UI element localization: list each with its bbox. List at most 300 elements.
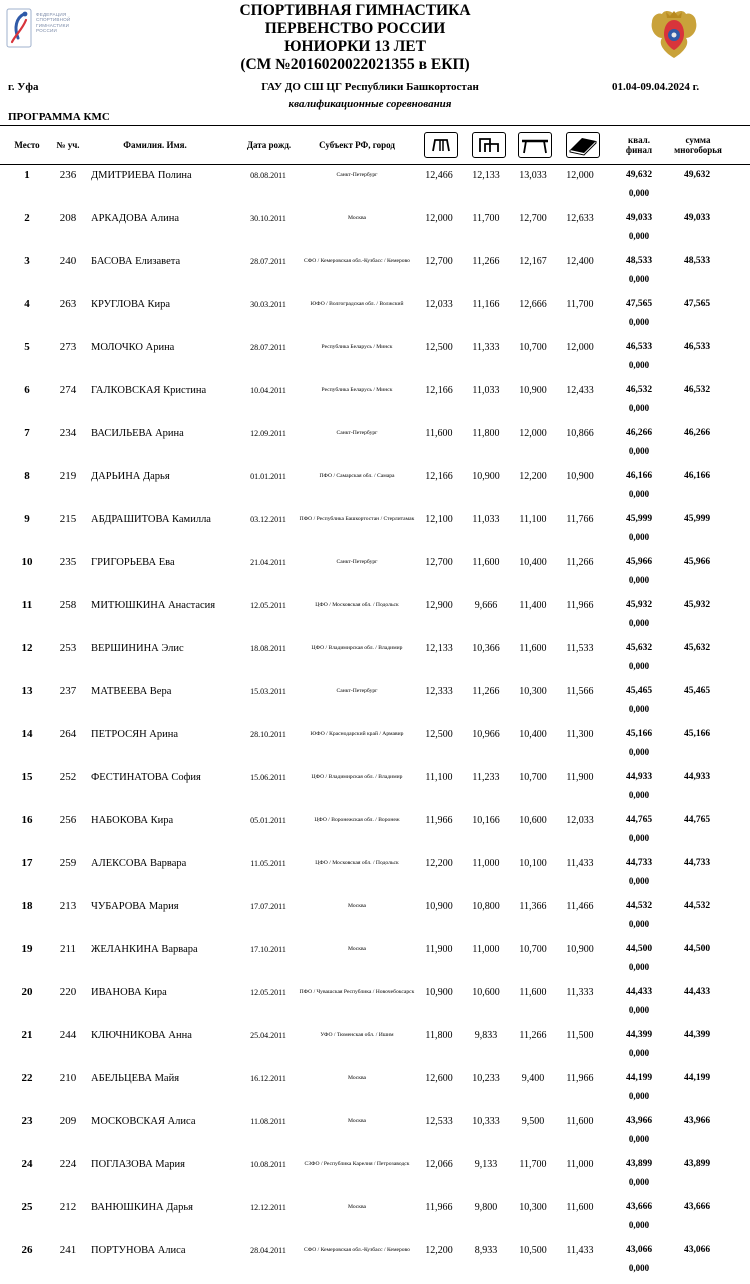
score-uneven-bars: 10,800 xyxy=(472,900,500,912)
competition-type: квалификационные соревнования xyxy=(288,98,452,110)
score-uneven-bars: 10,233 xyxy=(472,1072,500,1084)
final-score-cell: 46,533 xyxy=(625,342,653,352)
extra-score-cell: 0,000 xyxy=(628,1048,650,1058)
score-floor: 11,433 xyxy=(566,1244,594,1256)
athlete-number-cell: 215 xyxy=(59,513,77,525)
birth-date-cell: 15.03.2011 xyxy=(250,686,286,696)
athlete-number-cell: 209 xyxy=(59,1115,77,1127)
birth-date-cell: 25.04.2011 xyxy=(250,1030,286,1040)
score-floor: 11,333 xyxy=(566,986,594,998)
final-score-cell: 44,933 xyxy=(625,772,653,782)
score-floor: 11,433 xyxy=(566,857,594,869)
birth-date-cell: 10.04.2011 xyxy=(250,385,286,395)
place-cell: 18 xyxy=(21,900,33,912)
balance-beam-icon xyxy=(518,132,552,158)
final-score-cell: 45,632 xyxy=(625,643,653,653)
score-uneven-bars: 10,966 xyxy=(472,728,500,740)
col-final: квал. финал xyxy=(625,134,653,155)
athlete-name-cell: ДМИТРИЕВА Полина xyxy=(91,169,192,181)
final-score-cell: 44,765 xyxy=(625,815,653,825)
table-row xyxy=(0,1111,750,1154)
final-score-cell: 43,066 xyxy=(625,1245,653,1255)
athlete-number-cell: 274 xyxy=(59,384,77,396)
score-floor: 11,500 xyxy=(566,1029,594,1041)
athlete-name-cell: ЖЕЛАНКИНА Варвара xyxy=(91,943,198,955)
score-vault: 12,700 xyxy=(425,556,453,568)
score-floor: 11,966 xyxy=(566,1072,594,1084)
score-uneven-bars: 11,000 xyxy=(472,943,500,955)
score-balance-beam: 11,400 xyxy=(519,599,547,611)
athlete-name-cell: БАСОВА Елизавета xyxy=(91,255,181,267)
region-cell: ЮФО / Краснодарский край / Армавир xyxy=(310,731,404,737)
score-uneven-bars: 11,233 xyxy=(472,771,500,783)
score-uneven-bars: 11,266 xyxy=(472,255,500,267)
score-vault: 12,466 xyxy=(425,169,453,181)
birth-date-cell: 11.08.2011 xyxy=(250,1116,286,1126)
athlete-number-cell: 210 xyxy=(59,1072,77,1084)
score-balance-beam: 10,900 xyxy=(519,384,547,396)
all-around-total-cell: 49,033 xyxy=(683,213,711,223)
score-floor: 11,900 xyxy=(566,771,594,783)
athlete-name-cell: МОЛОЧКО Арина xyxy=(91,341,175,353)
table-row xyxy=(0,1240,750,1283)
place-cell: 17 xyxy=(21,857,33,869)
table-row xyxy=(0,1197,750,1240)
score-uneven-bars: 10,600 xyxy=(472,986,500,998)
extra-score-cell: 0,000 xyxy=(628,1091,650,1101)
score-floor: 11,000 xyxy=(566,1158,594,1170)
score-balance-beam: 11,100 xyxy=(519,513,547,525)
score-balance-beam: 11,266 xyxy=(519,1029,547,1041)
score-floor: 12,033 xyxy=(566,814,594,826)
score-uneven-bars: 10,900 xyxy=(472,470,500,482)
region-cell: Республика Беларусь / Минск xyxy=(321,344,393,350)
uneven-bars-icon xyxy=(472,132,506,158)
place-cell: 2 xyxy=(24,212,30,224)
region-cell: ЦФО / Московская обл. / Подольск xyxy=(315,602,399,608)
extra-score-cell: 0,000 xyxy=(628,919,650,929)
score-floor: 11,600 xyxy=(566,1201,594,1213)
score-floor: 10,900 xyxy=(566,943,594,955)
score-vault: 12,200 xyxy=(425,1244,453,1256)
final-score-cell: 46,532 xyxy=(625,385,653,395)
table-row xyxy=(0,165,750,208)
all-around-total-cell: 44,399 xyxy=(683,1030,711,1040)
birth-date-cell: 03.12.2011 xyxy=(250,514,286,524)
score-balance-beam: 11,600 xyxy=(519,986,547,998)
athlete-number-cell: 273 xyxy=(59,341,77,353)
final-score-cell: 48,533 xyxy=(625,256,653,266)
place-cell: 16 xyxy=(21,814,33,826)
score-vault: 12,533 xyxy=(425,1115,453,1127)
table-row xyxy=(0,681,750,724)
table-row xyxy=(0,595,750,638)
final-score-cell: 46,166 xyxy=(625,471,653,481)
place-cell: 11 xyxy=(21,599,33,611)
athlete-number-cell: 235 xyxy=(59,556,77,568)
table-row xyxy=(0,337,750,380)
birth-date-cell: 12.12.2011 xyxy=(250,1202,286,1212)
championship-title: ПЕРВЕНСТВО РОССИИ xyxy=(264,20,446,37)
region-cell: Москва xyxy=(347,903,367,909)
score-uneven-bars: 11,000 xyxy=(472,857,500,869)
all-around-total-cell: 44,199 xyxy=(683,1073,711,1083)
final-score-cell: 44,532 xyxy=(625,901,653,911)
all-around-total-cell: 45,966 xyxy=(683,557,711,567)
score-vault: 12,600 xyxy=(425,1072,453,1084)
birth-date-cell: 21.04.2011 xyxy=(250,557,286,567)
score-uneven-bars: 10,333 xyxy=(472,1115,500,1127)
col-place: Место xyxy=(14,139,40,150)
athlete-number-cell: 219 xyxy=(59,470,77,482)
place-cell: 9 xyxy=(24,513,30,525)
final-score-cell: 49,632 xyxy=(625,170,653,180)
all-around-total-cell: 49,632 xyxy=(683,170,711,180)
score-balance-beam: 13,033 xyxy=(519,169,547,181)
all-around-total-cell: 43,899 xyxy=(683,1159,711,1169)
table-row xyxy=(0,767,750,810)
score-vault: 12,166 xyxy=(425,384,453,396)
score-floor: 11,566 xyxy=(566,685,594,697)
score-uneven-bars: 8,933 xyxy=(474,1244,498,1256)
all-around-total-cell: 43,066 xyxy=(683,1245,711,1255)
extra-score-cell: 0,000 xyxy=(628,1134,650,1144)
region-cell: Москва xyxy=(347,946,367,952)
score-floor: 10,900 xyxy=(566,470,594,482)
score-vault: 11,600 xyxy=(425,427,453,439)
score-balance-beam: 11,366 xyxy=(519,900,547,912)
region-cell: ЦФО / Московская обл. / Подольск xyxy=(315,860,399,866)
federation-logo-text: ФЕДЕРАЦИЯ СПОРТИВНОЙ ГИМНАСТИКИ РОССИИ xyxy=(36,12,71,34)
score-vault: 12,033 xyxy=(425,298,453,310)
place-cell: 3 xyxy=(24,255,30,267)
score-vault: 12,700 xyxy=(425,255,453,267)
athlete-number-cell: 244 xyxy=(59,1029,77,1041)
region-cell: Санкт-Петербург xyxy=(336,688,378,694)
extra-score-cell: 0,000 xyxy=(628,446,650,456)
birth-date-cell: 12.05.2011 xyxy=(250,600,286,610)
birth-date-cell: 17.07.2011 xyxy=(250,901,286,911)
score-floor: 12,000 xyxy=(566,169,594,181)
score-vault: 12,333 xyxy=(425,685,453,697)
athlete-number-cell: 252 xyxy=(59,771,77,783)
place-cell: 14 xyxy=(21,728,33,740)
athlete-name-cell: АБЕЛЬЦЕВА Майя xyxy=(91,1072,180,1084)
score-uneven-bars: 11,333 xyxy=(472,341,500,353)
all-around-total-cell: 44,433 xyxy=(683,987,711,997)
athlete-number-cell: 253 xyxy=(59,642,77,654)
score-balance-beam: 9,400 xyxy=(521,1072,545,1084)
table-row xyxy=(0,638,750,681)
region-cell: СФО / Кемеровская обл.-Кузбасс / Кемерово xyxy=(304,258,410,264)
ekp-number: (СМ №2016020022021355 в ЕКП) xyxy=(240,56,470,73)
birth-date-cell: 28.04.2011 xyxy=(250,1245,286,1255)
all-around-total-cell: 44,532 xyxy=(683,901,711,911)
athlete-number-cell: 258 xyxy=(59,599,77,611)
birth-date-cell: 30.10.2011 xyxy=(250,213,286,223)
athlete-name-cell: ВЕРШИНИНА Элис xyxy=(91,642,184,654)
athlete-name-cell: ГАЛКОВСКАЯ Кристина xyxy=(91,384,207,396)
score-uneven-bars: 12,133 xyxy=(472,169,500,181)
athlete-number-cell: 237 xyxy=(59,685,77,697)
score-floor: 11,300 xyxy=(566,728,594,740)
all-around-total-cell: 47,565 xyxy=(683,299,711,309)
extra-score-cell: 0,000 xyxy=(628,188,650,198)
score-uneven-bars: 9,666 xyxy=(474,599,498,611)
athlete-name-cell: ВАНЮШКИНА Дарья xyxy=(91,1201,193,1213)
table-row xyxy=(0,896,750,939)
table-row xyxy=(0,1025,750,1068)
all-around-total-cell: 46,166 xyxy=(683,471,711,481)
score-balance-beam: 10,300 xyxy=(519,1201,547,1213)
athlete-name-cell: АРКАДОВА Алина xyxy=(91,212,180,224)
score-floor: 10,866 xyxy=(566,427,594,439)
athlete-number-cell: 263 xyxy=(59,298,77,310)
category-title: ЮНИОРКИ 13 ЛЕТ xyxy=(284,38,426,55)
place-cell: 25 xyxy=(21,1201,33,1213)
score-vault: 12,133 xyxy=(425,642,453,654)
final-score-cell: 45,932 xyxy=(625,600,653,610)
athlete-name-cell: ПЕТРОСЯН Арина xyxy=(91,728,179,740)
region-cell: ЦФО / Воронежская обл. / Воронеж xyxy=(314,817,400,823)
score-uneven-bars: 9,133 xyxy=(474,1158,498,1170)
birth-date-cell: 17.10.2011 xyxy=(250,944,286,954)
all-around-total-cell: 43,666 xyxy=(683,1202,711,1212)
score-floor: 11,966 xyxy=(566,599,594,611)
results-table-header xyxy=(0,125,750,165)
score-balance-beam: 10,700 xyxy=(519,341,547,353)
score-vault: 11,900 xyxy=(425,943,453,955)
birth-date-cell: 16.12.2011 xyxy=(250,1073,286,1083)
extra-score-cell: 0,000 xyxy=(628,575,650,585)
final-score-cell: 45,999 xyxy=(625,514,653,524)
all-around-total-cell: 43,966 xyxy=(683,1116,711,1126)
athlete-name-cell: НАБОКОВА Кира xyxy=(91,814,174,826)
all-around-total-cell: 48,533 xyxy=(683,256,711,266)
final-score-cell: 43,666 xyxy=(625,1202,653,1212)
score-vault: 10,900 xyxy=(425,986,453,998)
birth-date-cell: 12.09.2011 xyxy=(250,428,286,438)
athlete-number-cell: 236 xyxy=(59,169,77,181)
score-balance-beam: 11,600 xyxy=(519,642,547,654)
table-row xyxy=(0,251,750,294)
table-row xyxy=(0,509,750,552)
score-floor: 12,400 xyxy=(566,255,594,267)
athlete-name-cell: АЛЕКСОВА Варвара xyxy=(91,857,187,869)
athlete-name-cell: КЛЮЧНИКОВА Анна xyxy=(91,1029,192,1041)
region-cell: СФО / Кемеровская обл.-Кузбасс / Кемерово xyxy=(304,1247,410,1253)
city: г. Уфа xyxy=(8,81,39,93)
col-number: № уч. xyxy=(56,139,80,150)
score-vault: 12,500 xyxy=(425,728,453,740)
federation-logo xyxy=(4,6,72,52)
table-row xyxy=(0,810,750,853)
birth-date-cell: 10.08.2011 xyxy=(250,1159,286,1169)
birth-date-cell: 01.01.2011 xyxy=(250,471,286,481)
score-uneven-bars: 11,166 xyxy=(472,298,500,310)
all-around-total-cell: 46,266 xyxy=(683,428,711,438)
score-uneven-bars: 11,800 xyxy=(472,427,500,439)
score-vault: 10,900 xyxy=(425,900,453,912)
table-row xyxy=(0,1068,750,1111)
score-floor: 11,466 xyxy=(566,900,594,912)
score-floor: 11,600 xyxy=(566,1115,594,1127)
score-vault: 12,200 xyxy=(425,857,453,869)
place-cell: 22 xyxy=(21,1072,33,1084)
score-vault: 12,100 xyxy=(425,513,453,525)
place-cell: 5 xyxy=(24,341,30,353)
col-total: сумма многоборья xyxy=(674,134,722,155)
athlete-number-cell: 220 xyxy=(59,986,77,998)
extra-score-cell: 0,000 xyxy=(628,704,650,714)
place-cell: 23 xyxy=(21,1115,33,1127)
place-cell: 20 xyxy=(21,986,33,998)
region-cell: Москва xyxy=(347,1204,367,1210)
vault-icon xyxy=(424,132,458,158)
athlete-number-cell: 241 xyxy=(59,1244,77,1256)
place-cell: 13 xyxy=(21,685,33,697)
birth-date-cell: 18.08.2011 xyxy=(250,643,286,653)
score-uneven-bars: 9,833 xyxy=(474,1029,498,1041)
athlete-number-cell: 264 xyxy=(59,728,77,740)
all-around-total-cell: 45,632 xyxy=(683,643,711,653)
athlete-number-cell: 211 xyxy=(59,943,77,955)
score-balance-beam: 12,666 xyxy=(519,298,547,310)
score-floor: 11,533 xyxy=(566,642,594,654)
score-vault: 12,900 xyxy=(425,599,453,611)
score-uneven-bars: 10,166 xyxy=(472,814,500,826)
extra-score-cell: 0,000 xyxy=(628,618,650,628)
all-around-total-cell: 44,500 xyxy=(683,944,711,954)
athlete-name-cell: ГРИГОРЬЕВА Ева xyxy=(91,556,175,568)
table-row xyxy=(0,724,750,767)
extra-score-cell: 0,000 xyxy=(628,403,650,413)
athlete-number-cell: 213 xyxy=(59,900,77,912)
region-cell: ЮФО / Волгоградская обл. / Волжский xyxy=(310,301,404,307)
all-around-total-cell: 45,999 xyxy=(683,514,711,524)
final-score-cell: 45,966 xyxy=(625,557,653,567)
place-cell: 8 xyxy=(24,470,30,482)
competition-dates: 01.04-09.04.2024 г. xyxy=(612,81,700,93)
region-cell: Санкт-Петербург xyxy=(336,172,378,178)
athlete-number-cell: 240 xyxy=(59,255,77,267)
score-uneven-bars: 10,366 xyxy=(472,642,500,654)
athlete-name-cell: ВАСИЛЬЕВА Арина xyxy=(91,427,184,439)
final-score-cell: 44,399 xyxy=(625,1030,653,1040)
final-score-cell: 49,033 xyxy=(625,213,653,223)
score-vault: 11,800 xyxy=(425,1029,453,1041)
birth-date-cell: 12.05.2011 xyxy=(250,987,286,997)
score-balance-beam: 10,600 xyxy=(519,814,547,826)
place-cell: 15 xyxy=(21,771,33,783)
extra-score-cell: 0,000 xyxy=(628,1005,650,1015)
extra-score-cell: 0,000 xyxy=(628,360,650,370)
region-cell: Москва xyxy=(347,1118,367,1124)
birth-date-cell: 11.05.2011 xyxy=(250,858,286,868)
score-uneven-bars: 9,800 xyxy=(474,1201,498,1213)
table-row xyxy=(0,466,750,509)
region-cell: ЦФО / Владимирская обл. / Владимир xyxy=(311,774,403,780)
extra-score-cell: 0,000 xyxy=(628,1263,650,1273)
score-balance-beam: 12,000 xyxy=(519,427,547,439)
extra-score-cell: 0,000 xyxy=(628,962,650,972)
score-vault: 11,966 xyxy=(425,814,453,826)
table-row xyxy=(0,982,750,1025)
score-uneven-bars: 11,033 xyxy=(472,513,500,525)
final-score-cell: 47,565 xyxy=(625,299,653,309)
coat-of-arms-icon xyxy=(648,8,700,62)
table-row xyxy=(0,1154,750,1197)
score-balance-beam: 11,700 xyxy=(519,1158,547,1170)
score-floor: 11,266 xyxy=(566,556,594,568)
final-score-cell: 44,433 xyxy=(625,987,653,997)
final-score-cell: 43,899 xyxy=(625,1159,653,1169)
place-cell: 12 xyxy=(21,642,33,654)
all-around-total-cell: 44,733 xyxy=(683,858,711,868)
region-cell: Москва xyxy=(347,1075,367,1081)
region-cell: ПФО / Республика Башкортостан / Стерлитамак xyxy=(299,516,415,522)
score-floor: 12,433 xyxy=(566,384,594,396)
birth-date-cell: 28.07.2011 xyxy=(250,256,286,266)
score-floor: 11,766 xyxy=(566,513,594,525)
athlete-name-cell: ФЕСТИНАТОВА София xyxy=(91,771,201,783)
score-balance-beam: 10,400 xyxy=(519,728,547,740)
place-cell: 24 xyxy=(21,1158,33,1170)
athlete-name-cell: МОСКОВСКАЯ Алиса xyxy=(91,1115,196,1127)
athlete-number-cell: 212 xyxy=(59,1201,77,1213)
extra-score-cell: 0,000 xyxy=(628,790,650,800)
score-uneven-bars: 11,266 xyxy=(472,685,500,697)
floor-exercise-icon xyxy=(566,132,600,158)
region-cell: СЗФО / Республика Карелия / Петрозаводск xyxy=(304,1161,410,1167)
extra-score-cell: 0,000 xyxy=(628,274,650,284)
birth-date-cell: 08.08.2011 xyxy=(250,170,286,180)
region-cell: УФО / Тюменская обл. / Ишим xyxy=(320,1032,394,1038)
athlete-name-cell: ЧУБАРОВА Мария xyxy=(91,900,179,912)
score-balance-beam: 9,500 xyxy=(521,1115,545,1127)
score-uneven-bars: 11,600 xyxy=(472,556,500,568)
extra-score-cell: 0,000 xyxy=(628,231,650,241)
place-cell: 26 xyxy=(21,1244,33,1256)
region-cell: Республика Беларусь / Минск xyxy=(321,387,393,393)
final-score-cell: 45,465 xyxy=(625,686,653,696)
all-around-total-cell: 45,465 xyxy=(683,686,711,696)
extra-score-cell: 0,000 xyxy=(628,1177,650,1187)
final-score-cell: 45,166 xyxy=(625,729,653,739)
athlete-number-cell: 256 xyxy=(59,814,77,826)
extra-score-cell: 0,000 xyxy=(628,1220,650,1230)
athlete-name-cell: ДАРЬИНА Дарья xyxy=(91,470,170,482)
col-name: Фамилия. Имя. xyxy=(123,139,187,150)
col-dob: Дата рожд. xyxy=(246,139,292,150)
score-vault: 12,066 xyxy=(425,1158,453,1170)
score-balance-beam: 10,300 xyxy=(519,685,547,697)
birth-date-cell: 28.07.2011 xyxy=(250,342,286,352)
athlete-name-cell: КРУГЛОВА Кира xyxy=(91,298,171,310)
birth-date-cell: 05.01.2011 xyxy=(250,815,286,825)
place-cell: 6 xyxy=(24,384,30,396)
athlete-name-cell: МИТЮШКИНА Анастасия xyxy=(91,599,216,611)
table-row xyxy=(0,294,750,337)
organization: ГАУ ДО СШ ЦГ Республики Башкортостан xyxy=(261,81,479,93)
table-row xyxy=(0,380,750,423)
sport-title: СПОРТИВНАЯ ГИМНАСТИКА xyxy=(239,2,471,19)
extra-score-cell: 0,000 xyxy=(628,489,650,499)
all-around-total-cell: 46,532 xyxy=(683,385,711,395)
region-cell: Санкт-Петербург xyxy=(336,430,378,436)
final-score-cell: 46,266 xyxy=(625,428,653,438)
birth-date-cell: 30.03.2011 xyxy=(250,299,286,309)
